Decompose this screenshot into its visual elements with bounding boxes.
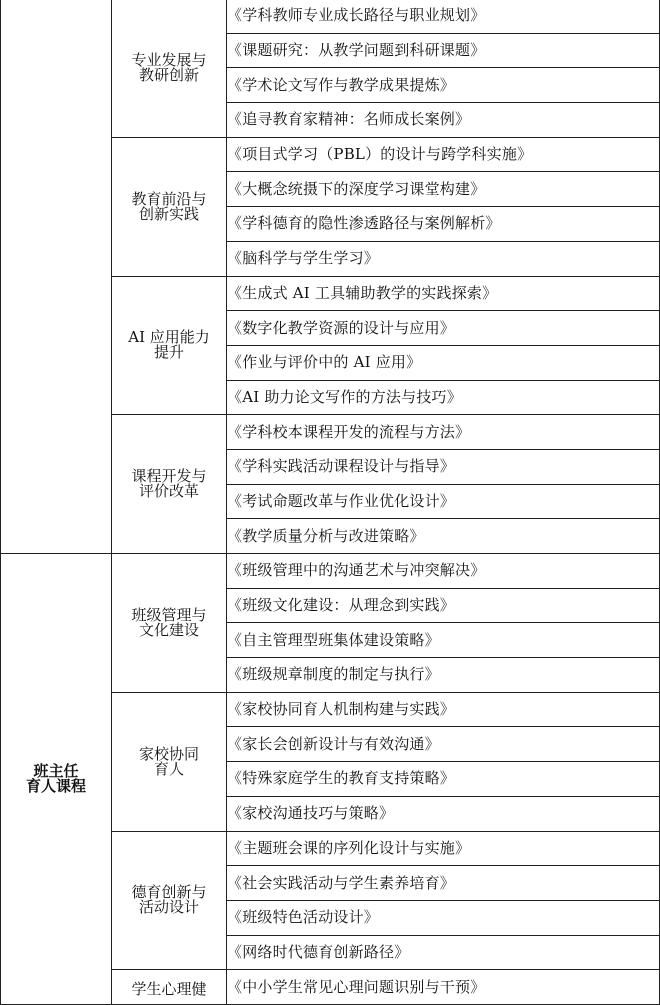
- category-cell-head-teacher: [1, 554, 112, 1005]
- module-name-line: 学生心理健: [131, 979, 207, 998]
- module-name: [131, 189, 207, 223]
- course-name: 《班级管理中的沟通艺术与冲突解决》: [227, 554, 660, 589]
- module-cell-curriculum-development: [112, 415, 227, 554]
- module-cell-moral-education: [112, 831, 227, 970]
- course-name: 《特殊家庭学生的教育支持策略》: [227, 762, 660, 797]
- module-name: [128, 330, 210, 360]
- course-name: 《班级文化建设：从理念到实践》: [227, 588, 660, 623]
- module-name-line: 班级管理与: [131, 605, 207, 624]
- course-name: 《考试命题改革与作业优化设计》: [227, 484, 660, 519]
- module-name: [131, 50, 207, 84]
- module-cell-mental-health: [112, 970, 227, 1005]
- category-name: [25, 761, 86, 795]
- module-cell-professional-development: [112, 0, 227, 137]
- course-name: 《家校沟通技巧与策略》: [227, 796, 660, 831]
- module-name-line: 家校协同: [138, 744, 199, 763]
- course-name: 《脑科学与学生学习》: [227, 241, 660, 276]
- course-name: 《大概念统摄下的深度学习课堂构建》: [227, 172, 660, 207]
- course-name: 《学科德育的隐性渗透路径与案例解析》: [227, 207, 660, 242]
- category-name-line: 育人课程: [25, 776, 86, 795]
- course-name: 《教学质量分析与改进策略》: [227, 519, 660, 554]
- module-name-line: AI 应用能力: [128, 328, 210, 347]
- course-name: 《学科实践活动课程设计与指导》: [227, 449, 660, 484]
- course-name: 《AI 助力论文写作的方法与技巧》: [227, 380, 660, 415]
- course-name: 《家长会创新设计与有效沟通》: [227, 727, 660, 762]
- module-name-line: 德育创新与: [131, 883, 207, 902]
- module-name-line: 课程开发与: [131, 467, 207, 486]
- module-name-line: 专业发展与: [131, 50, 207, 69]
- course-name: 《课题研究：从教学问题到科研课题》: [227, 33, 660, 68]
- module-name-line: 创新实践: [138, 204, 199, 223]
- category-name-line: 班主任: [33, 761, 79, 780]
- course-name: 《学科教师专业成长路径与职业规划》: [227, 0, 660, 33]
- module-cell-class-management: [112, 554, 227, 693]
- course-name: 《生成式 AI 工具辅助教学的实践探索》: [227, 276, 660, 311]
- module-name-line: 活动设计: [138, 898, 199, 917]
- module-name: [131, 469, 206, 499]
- module-name: [138, 744, 199, 778]
- module-cell-ai-application: [112, 276, 227, 415]
- module-name: [131, 605, 207, 639]
- module-name: [131, 979, 207, 998]
- course-name: 《数字化教学资源的设计与应用》: [227, 311, 660, 346]
- course-name: 《社会实践活动与学生素养培育》: [227, 866, 660, 901]
- module-cell-education-frontier: [112, 137, 227, 276]
- module-name-line: 文化建设: [138, 620, 199, 639]
- course-name: 《自主管理型班集体建设策略》: [227, 623, 660, 658]
- course-name: 《中小学生常见心理问题识别与干预》: [227, 970, 660, 1005]
- course-name: 《班级特色活动设计》: [227, 900, 660, 935]
- module-name-line: 教育前沿与: [131, 189, 207, 208]
- course-name: 《主题班会课的序列化设计与实施》: [227, 831, 660, 866]
- course-name: 《追寻教育家精神：名师成长案例》: [227, 103, 660, 138]
- table-row: [1, 554, 660, 589]
- course-name: 《学科校本课程开发的流程与方法》: [227, 415, 660, 450]
- module-name-line: 评价改革: [138, 482, 199, 501]
- course-name: 《班级规章制度的制定与执行》: [227, 658, 660, 693]
- module-name: [131, 885, 206, 915]
- course-name: 《作业与评价中的 AI 应用》: [227, 345, 660, 380]
- module-cell-home-school: [112, 692, 227, 831]
- course-name: 《家校协同育人机制构建与实践》: [227, 692, 660, 727]
- module-name-line: 提升: [153, 343, 184, 362]
- module-name-line: 教研创新: [138, 65, 199, 84]
- course-name: 《网络时代德育创新路径》: [227, 935, 660, 970]
- course-name: 《学术论文写作与教学成果提炼》: [227, 68, 660, 103]
- course-name: 《项目式学习（PBL）的设计与跨学科实施》: [227, 137, 660, 172]
- module-name-line: 育人: [153, 759, 184, 778]
- table-row: [1, 0, 660, 33]
- category-cell-teacher: [1, 0, 112, 554]
